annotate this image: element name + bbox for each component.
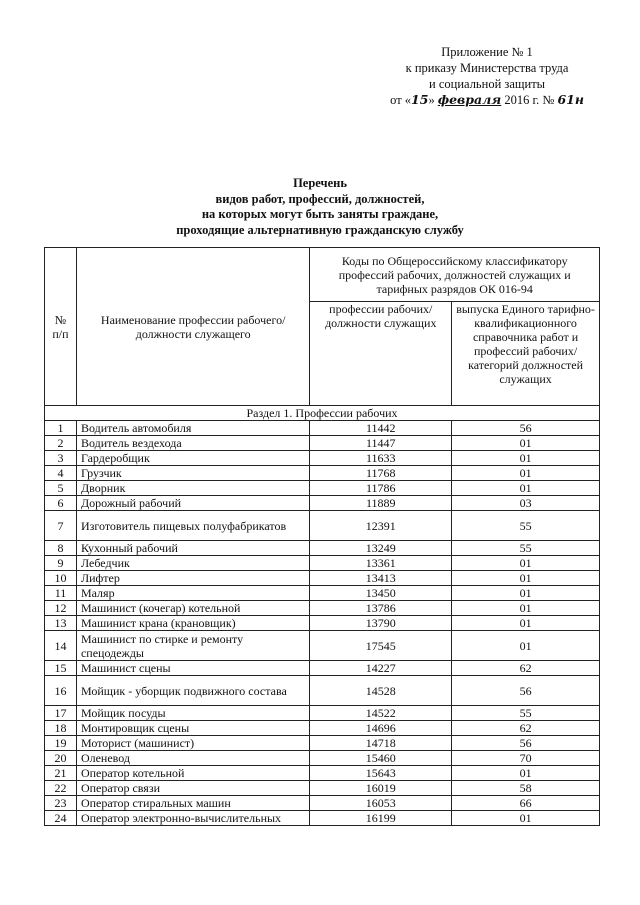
row-profession-code: 11442 (310, 421, 452, 436)
table-row (45, 796, 600, 811)
row-issue-code: 01 (452, 436, 600, 451)
table-row (45, 616, 600, 631)
row-name: Оператор связи (76, 781, 309, 796)
row-profession-code: 11633 (310, 451, 452, 466)
row-profession-code: 11447 (310, 436, 452, 451)
row-issue-code: 03 (452, 496, 600, 511)
row-name: Оператор котельной (76, 766, 309, 781)
handwritten-day: 15 (411, 92, 429, 107)
row-name: Машинист по стирке и ремонту спецодежды (76, 631, 309, 661)
row-issue-code: 01 (452, 811, 600, 826)
row-issue-code: 01 (452, 601, 600, 616)
row-name: Мойщик посуды (76, 706, 309, 721)
row-number: 23 (45, 796, 77, 811)
row-name: Водитель автомобиля (76, 421, 309, 436)
row-name: Машинист крана (крановщик) (76, 616, 309, 631)
row-number: 8 (45, 541, 77, 556)
row-issue-code: 55 (452, 511, 600, 541)
table-row (45, 481, 600, 496)
row-profession-code: 13786 (310, 601, 452, 616)
section-title: Раздел 1. Профессии рабочих (45, 406, 600, 421)
appendix-number: Приложение № 1 (441, 45, 533, 59)
row-name: Гардеробщик (76, 451, 309, 466)
appendix-header (390, 44, 584, 108)
table-row (45, 436, 600, 451)
table-row (45, 466, 600, 481)
table-row (45, 601, 600, 616)
header-code-issue: выпуска Единого тарифно-квалификационного справочника работ и профессий рабочих/категорий должностей служащих (452, 302, 600, 406)
row-profession-code: 14522 (310, 706, 452, 721)
table-row (45, 736, 600, 751)
row-profession-code: 16019 (310, 781, 452, 796)
row-profession-code: 13450 (310, 586, 452, 601)
table-row (45, 721, 600, 736)
row-name: Монтировщик сцены (76, 721, 309, 736)
row-name: Кухонный рабочий (76, 541, 309, 556)
row-number: 7 (45, 511, 77, 541)
row-issue-code: 62 (452, 661, 600, 676)
row-issue-code: 58 (452, 781, 600, 796)
title-line-1: Перечень (293, 176, 347, 190)
table-row (45, 586, 600, 601)
row-name: Дорожный рабочий (76, 496, 309, 511)
row-number: 21 (45, 766, 77, 781)
table-row (45, 751, 600, 766)
row-name: Мойщик - уборщик подвижного состава (76, 676, 309, 706)
row-number: 15 (45, 661, 77, 676)
table-row (45, 631, 600, 661)
header-number: № п/п (45, 248, 77, 406)
row-profession-code: 17545 (310, 631, 452, 661)
header-name: Наименование профессии рабочего/должности служащего (76, 248, 309, 406)
row-number: 13 (45, 616, 77, 631)
row-profession-code: 11889 (310, 496, 452, 511)
row-number: 16 (45, 676, 77, 706)
row-profession-code: 16053 (310, 796, 452, 811)
table-row (45, 811, 600, 826)
header-code-profession: профессии рабочих/должности служащих (310, 302, 452, 406)
row-profession-code: 13413 (310, 571, 452, 586)
row-number: 20 (45, 751, 77, 766)
row-number: 10 (45, 571, 77, 586)
table-row (45, 511, 600, 541)
table-row (45, 571, 600, 586)
row-profession-code: 14227 (310, 661, 452, 676)
table-row (45, 706, 600, 721)
row-number: 18 (45, 721, 77, 736)
row-number: 6 (45, 496, 77, 511)
row-profession-code: 13361 (310, 556, 452, 571)
header-codes: Коды по Общероссийскому классификатору профессий рабочих, должностей служащих и тарифных разрядов ОК 016-94 (310, 248, 600, 302)
table-row (45, 766, 600, 781)
row-issue-code: 56 (452, 736, 600, 751)
row-issue-code: 56 (452, 421, 600, 436)
row-number: 17 (45, 706, 77, 721)
title-line-4: проходящие альтернативную гражданскую службу (176, 222, 464, 237)
row-profession-code: 13249 (310, 541, 452, 556)
row-profession-code: 14718 (310, 736, 452, 751)
row-profession-code: 14528 (310, 676, 452, 706)
table-row (45, 541, 600, 556)
row-issue-code: 56 (452, 676, 600, 706)
row-number: 12 (45, 601, 77, 616)
ministry-name: и социальной защиты (429, 77, 546, 91)
handwritten-order-number: 61н (557, 92, 584, 107)
row-profession-code: 11786 (310, 481, 452, 496)
row-name: Маляр (76, 586, 309, 601)
row-issue-code: 01 (452, 616, 600, 631)
order-reference: к приказу Министерства труда (405, 61, 569, 75)
order-date-line: от «15» февраля 2016 г. № 61н (390, 92, 584, 107)
row-name: Оператор электронно-вычислительных (76, 811, 309, 826)
table-row (45, 421, 600, 436)
title-line-3: на которых могут быть заняты граждане, (201, 207, 439, 221)
document-title (0, 176, 640, 238)
row-issue-code: 62 (452, 721, 600, 736)
row-issue-code: 01 (452, 586, 600, 601)
row-profession-code: 12391 (310, 511, 452, 541)
row-number: 9 (45, 556, 77, 571)
handwritten-month: февраля (437, 92, 502, 107)
row-issue-code: 01 (452, 766, 600, 781)
row-profession-code: 15643 (310, 766, 452, 781)
row-issue-code: 01 (452, 451, 600, 466)
table-row (45, 451, 600, 466)
table-row (45, 496, 600, 511)
row-number: 3 (45, 451, 77, 466)
row-name: Моторист (машинист) (76, 736, 309, 751)
table-row (45, 661, 600, 676)
row-number: 22 (45, 781, 77, 796)
row-issue-code: 01 (452, 481, 600, 496)
row-issue-code: 70 (452, 751, 600, 766)
row-number: 19 (45, 736, 77, 751)
row-profession-code: 15460 (310, 751, 452, 766)
row-issue-code: 55 (452, 541, 600, 556)
row-issue-code: 01 (452, 556, 600, 571)
row-number: 4 (45, 466, 77, 481)
row-name: Оленевод (76, 751, 309, 766)
table-row (45, 781, 600, 796)
row-issue-code: 01 (452, 466, 600, 481)
row-profession-code: 16199 (310, 811, 452, 826)
professions-table (44, 247, 600, 826)
table-row (45, 676, 600, 706)
row-name: Лифтер (76, 571, 309, 586)
row-name: Оператор стиральных машин (76, 796, 309, 811)
row-issue-code: 01 (452, 631, 600, 661)
row-name: Лебедчик (76, 556, 309, 571)
title-line-2: видов работ, профессий, должностей, (215, 191, 425, 206)
row-number: 1 (45, 421, 77, 436)
table-row (45, 556, 600, 571)
row-issue-code: 01 (452, 571, 600, 586)
row-profession-code: 11768 (310, 466, 452, 481)
row-issue-code: 66 (452, 796, 600, 811)
row-name: Грузчик (76, 466, 309, 481)
row-name: Машинист (кочегар) котельной (76, 601, 309, 616)
row-name: Машинист сцены (76, 661, 309, 676)
row-profession-code: 13790 (310, 616, 452, 631)
row-number: 2 (45, 436, 77, 451)
row-profession-code: 14696 (310, 721, 452, 736)
row-number: 14 (45, 631, 77, 661)
row-issue-code: 55 (452, 706, 600, 721)
row-name: Водитель вездехода (76, 436, 309, 451)
row-number: 11 (45, 586, 77, 601)
row-number: 24 (45, 811, 77, 826)
row-name: Дворник (76, 481, 309, 496)
row-number: 5 (45, 481, 77, 496)
row-name: Изготовитель пищевых полуфабрикатов (76, 511, 309, 541)
